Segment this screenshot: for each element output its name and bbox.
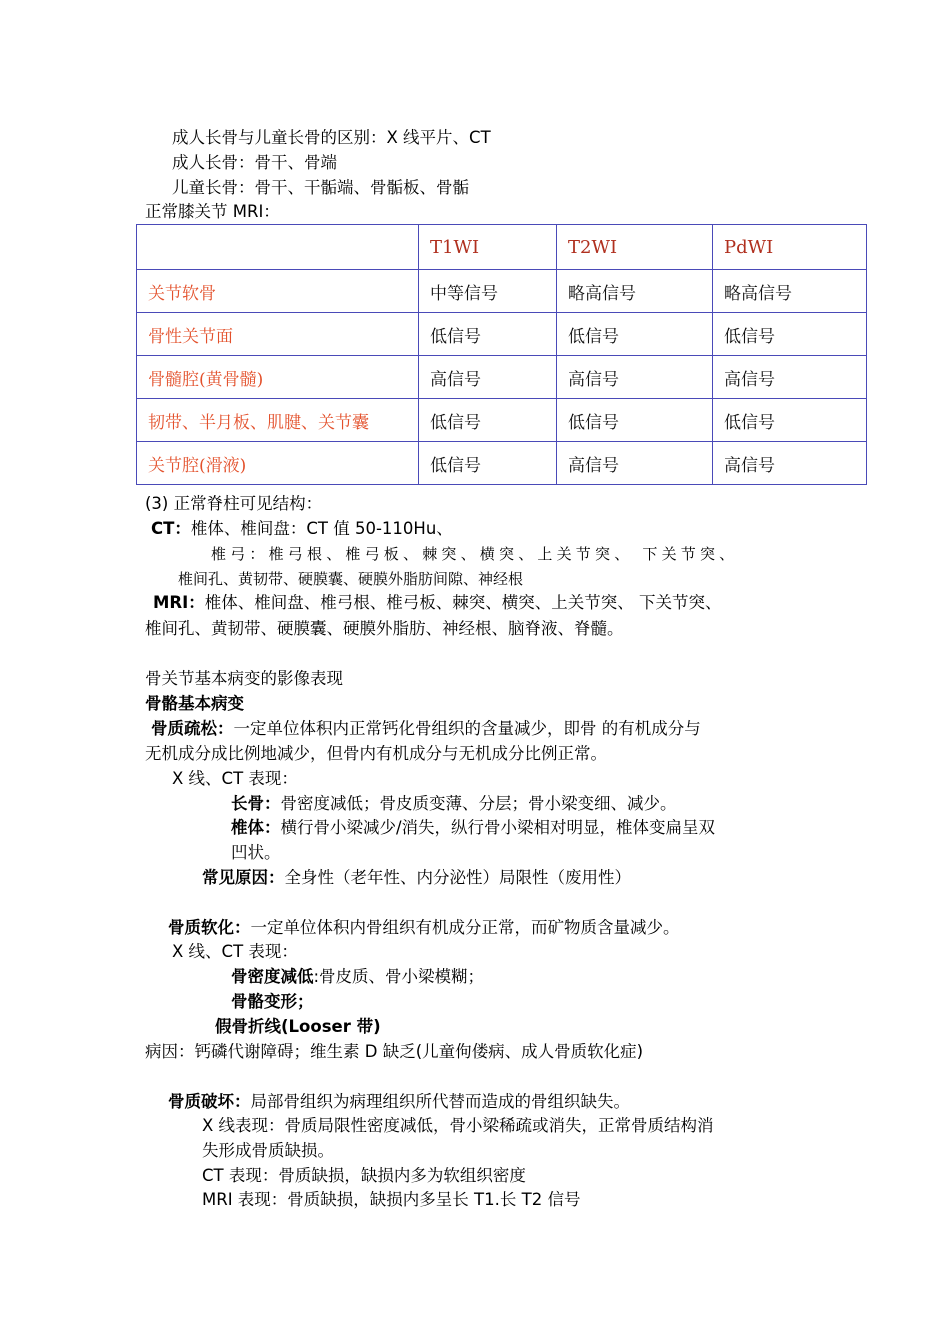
osteoporosis-line — [151, 717, 701, 741]
cell-t1: 低信号 — [419, 442, 557, 485]
table-row — [137, 442, 867, 485]
row-label: 关节腔(滑液) — [137, 442, 419, 485]
intro-line-3: 儿童长骨：骨干、干骺端、骨骺板、骨骺 — [172, 178, 469, 197]
osteoporosis-text: 一定单位体积内正常钙化骨组织的含量减少，即骨 的有机成分与 — [233, 719, 701, 738]
xray-findings: X 线表现：骨质局限性密度减低，骨小梁稀疏或消失，正常骨质结构消 — [202, 1116, 714, 1135]
intro-line-1: 成人长骨与儿童长骨的区别：X 线平片、CT — [172, 128, 491, 147]
intro-line-2: 成人长骨：骨干、骨端 — [172, 153, 337, 172]
cell-t1: 低信号 — [419, 313, 557, 356]
row-label: 关节软骨 — [137, 270, 419, 313]
spine-ct-text: 椎体、椎间盘：CT 值 50-110Hu、 — [190, 519, 453, 538]
cell-t2: 低信号 — [557, 313, 713, 356]
spine-mri-line — [153, 591, 722, 615]
knee-mri-table — [136, 224, 867, 485]
cell-pd: 略高信号 — [713, 270, 867, 313]
row-label: 骨性关节面 — [137, 313, 419, 356]
row-label: 骨髓腔(黄骨髓) — [137, 356, 419, 399]
cause-label: 常见原因： — [202, 868, 285, 887]
cell-pd: 高信号 — [713, 356, 867, 399]
osteoporosis-xct-heading: X 线、CT 表现： — [172, 769, 298, 788]
section-subtitle: 骨骼基本病变 — [145, 694, 244, 713]
spine-mri-text: 椎体、椎间盘、椎弓根、椎弓板、棘突、横突、上关节突、 下关节突、 — [204, 593, 722, 612]
osteoporosis-label: 骨质疏松： — [151, 719, 234, 738]
cause-line — [202, 866, 631, 890]
vertebra-text: 横行骨小梁减少/消失，纵行骨小梁相对明显，椎体变扁呈双 — [280, 818, 716, 837]
vertebra-label: 椎体： — [231, 818, 281, 837]
osteomalacia-text: 一定单位体积内骨组织有机成分正常，而矿物质含量减少。 — [250, 918, 680, 937]
knee-mri-title: 正常膝关节 MRI： — [145, 202, 280, 221]
spine-title: (3) 正常脊柱可见结构： — [145, 494, 323, 513]
spine-mri-label: MRI： — [153, 593, 205, 612]
table-row — [137, 399, 867, 442]
long-bone-line — [231, 792, 677, 816]
cell-t2: 高信号 — [557, 442, 713, 485]
etiology-line: 病因：钙磷代谢障碍；维生素 D 缺乏(儿童佝偻病、成人骨质软化症) — [145, 1042, 644, 1061]
cell-pd: 低信号 — [713, 399, 867, 442]
ct-findings: CT 表现：骨质缺损，缺损内多为软组织密度 — [202, 1166, 526, 1185]
cell-t2: 低信号 — [557, 399, 713, 442]
spine-ct-line — [151, 517, 453, 541]
deformity-label: 骨骼变形； — [231, 992, 314, 1011]
spine-ct-arch: 椎弓：椎弓根、椎弓板、棘突、横突、上关节突、 下关节突、 — [211, 545, 739, 563]
destruction-text: 局部骨组织为病理组织所代替而造成的骨组织缺失。 — [250, 1092, 630, 1111]
density-text: :骨皮质、骨小梁模糊； — [313, 967, 485, 986]
cell-pd: 高信号 — [713, 442, 867, 485]
osteomalacia-line — [168, 916, 680, 940]
cell-t1: 高信号 — [419, 356, 557, 399]
long-bone-label: 长骨： — [231, 794, 281, 813]
table-row — [137, 270, 867, 313]
density-line — [231, 965, 484, 989]
column-header-t2wi: T2WI — [557, 225, 713, 270]
destruction-label: 骨质破坏： — [168, 1092, 251, 1111]
osteoporosis-text-2: 无机成分成比例地减少，但骨内有机成分与无机成分比例正常。 — [145, 744, 607, 763]
spine-ct-label: CT： — [151, 519, 191, 538]
row-label: 韧带、半月板、肌腱、关节囊 — [137, 399, 419, 442]
pseudofracture-label: 假骨折线(Looser 带) — [215, 1017, 381, 1036]
table-header-row — [137, 225, 867, 270]
table-row — [137, 313, 867, 356]
cause-text: 全身性（老年性、内分泌性）局限性（废用性） — [284, 868, 631, 887]
osteomalacia-label: 骨质软化： — [168, 918, 251, 937]
table-row — [137, 356, 867, 399]
mri-findings: MRI 表现：骨质缺损，缺损内多呈长 T1.长 T2 信号 — [202, 1190, 581, 1209]
cell-t2: 略高信号 — [557, 270, 713, 313]
vertebra-line — [231, 816, 715, 840]
spine-ct-arch-2: 椎间孔、黄韧带、硬膜囊、硬膜外脂肪间隙、神经根 — [178, 570, 524, 588]
cell-t2: 高信号 — [557, 356, 713, 399]
long-bone-text: 骨密度减低；骨皮质变薄、分层；骨小梁变细、减少。 — [280, 794, 677, 813]
column-header-t1wi: T1WI — [419, 225, 557, 270]
column-header-pdwi: PdWI — [713, 225, 867, 270]
vertebra-text-2: 凹状。 — [231, 843, 281, 862]
osteomalacia-xct-heading: X 线、CT 表现： — [172, 942, 298, 961]
cell-pd: 低信号 — [713, 313, 867, 356]
cell-t1: 中等信号 — [419, 270, 557, 313]
cell-t1: 低信号 — [419, 399, 557, 442]
spine-mri-text-2: 椎间孔、黄韧带、硬膜囊、硬膜外脂肪、神经根、脑脊液、脊髓。 — [145, 619, 624, 638]
density-label: 骨密度减低 — [231, 967, 314, 986]
table-corner-cell — [137, 225, 419, 270]
destruction-line — [168, 1090, 630, 1114]
section-title: 骨关节基本病变的影像表现 — [145, 669, 343, 688]
xray-findings-2: 失形成骨质缺损。 — [202, 1141, 334, 1160]
